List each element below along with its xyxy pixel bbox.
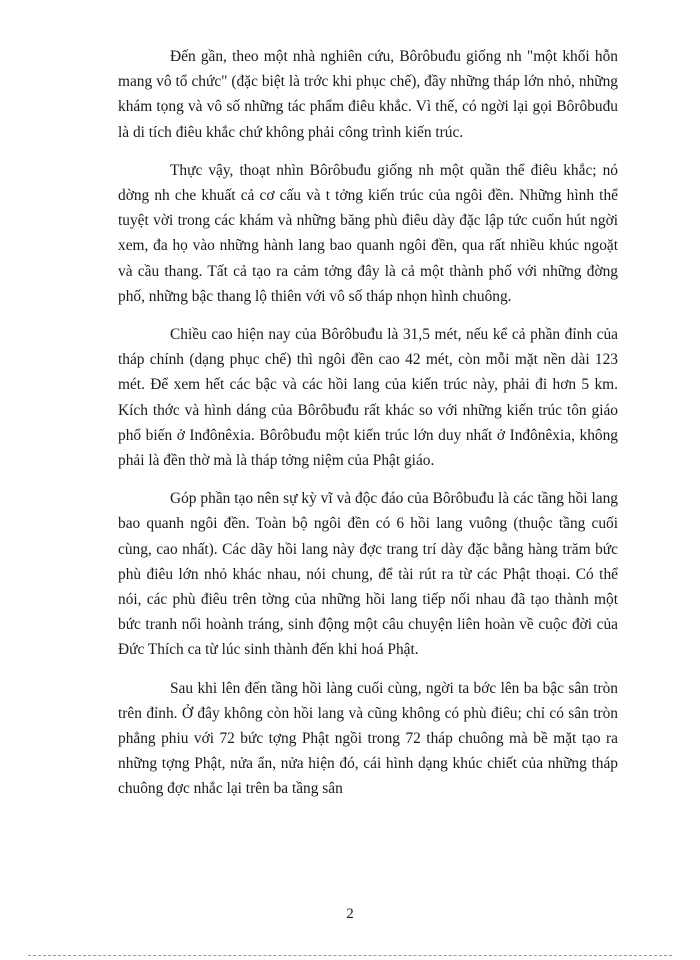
paragraph-3: Chiều cao hiện nay của Bôrôbuđu là 31,5 mét, nếu kể cả phần đỉnh của tháp chính (dạng phục chế) thì ngôi đền cao 42 mét, còn mỗi mặt nền dài 123 mét. Để xem hết các bậc và các hồi lang của kiến trúc này, phải đi hơn 5 km. Kích thớc và hình dáng của Bôrôbuđu rất khác so với những kiến trúc tôn giáo phổ biến ở Inđônêxia. Bôrôbuđu một kiến trúc lớn duy nhất ở Inđônêxia, không phải là đền thờ mà là tháp tởng niệm của Phật giáo. [118, 326, 618, 470]
page-number: 2 [346, 906, 354, 922]
paragraph-2: Thực vậy, thoạt nhìn Bôrôbuđu giống nh một quần thể điêu khắc; nó dờng nh che khuất cả cơ cấu và t tởng kiến trúc của ngôi đền. Những hình thể tuyệt vời trong các khám và những băng phù điêu dày đặc lập tức cuốn hút ngời xem, đa họ vào những hành lang bao quanh ngôi đền, qua rất nhiều khúc ngoặt và cầu thang. Tất cả tạo ra cảm tởng đây là cả một thành phố với những đờng phố, những bậc thang lộ thiên với vô số tháp nhọn hình chuông. [118, 161, 618, 305]
paragraph-5: Sau khi lên đến tầng hồi làng cuối cùng, ngời ta bớc lên ba bậc sân tròn trên đỉnh. Ở đây không còn hồi lang và cũng không có phù điêu; chỉ có sân tròn phẳng phiu với 72 bức tợng Phật ngồi trong 72 tháp chuông mà bề mặt tạo ra những tợng Phật, nửa ẩn, nửa hiện đó, cái hình dạng khúc chiết của những tháp chuông đợc nhắc lại trên ba tầng sân [118, 679, 618, 798]
paragraph-4: Góp phần tạo nên sự kỳ vĩ và độc đáo của Bôrôbuđu là các tầng hồi lang bao quanh ngôi đền. Toàn bộ ngôi đền có 6 hồi lang vuông (thuộc tầng cuối cùng, cao nhất). Các dãy hồi lang này đợc trang trí dày đặc bằng hàng trăm bức phù điêu lớn nhỏ khác nhau, nói chung, để tài rút ra từ các Phật thoại. Có thể nói, các phù điêu trên tờng của những hồi lang tiếp nối nhau đã tạo thành một bức tranh nổi hoành tráng, sinh động một câu chuyện liên hoàn về cuộc đời của Đức Thích ca từ lúc sinh thành đến khi hoá Phật. [118, 490, 618, 659]
body-text [118, 44, 618, 815]
paragraph-1: Đến gần, theo một nhà nghiên cứu, Bôrôbuđu giống nh "một khối hỗn mang vô tổ chức" (đặc biệt là trớc khi phục chế), đầy những tháp lớn nhỏ, những khám tọng và vô số những tác phẩm điêu khắc. Vì thế, có ngời lại gọi Bôrôbuđu là di tích điêu khắc chứ không phải công trình kiến trúc. [118, 48, 618, 141]
page-bottom-divider [28, 955, 672, 956]
